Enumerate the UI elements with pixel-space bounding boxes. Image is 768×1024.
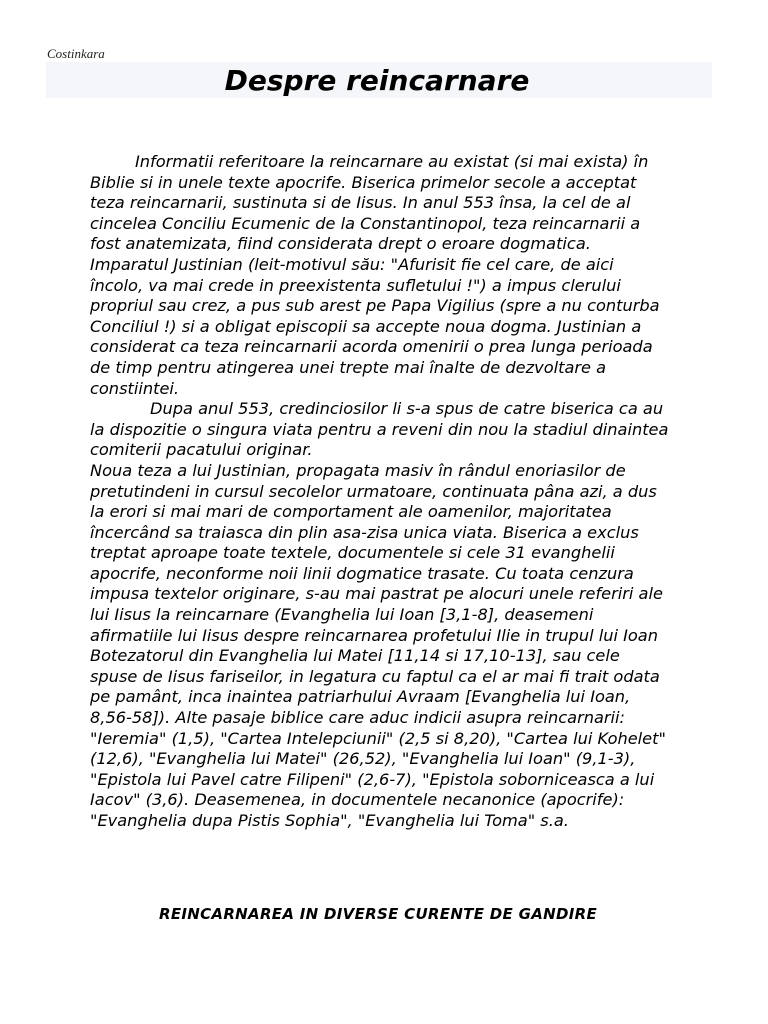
paragraph-1: Informatii referitoare la reincarnare au existat (si mai exista) în Biblie si in unele texte apocrife. Biserica primelor secole a acceptat teza reincarnarii, sustinuta si de Iisus. In anul 553 însa, la cel de al cincelea Conciliu Ecumenic de la Constantinopol, teza reincarnarii a fost anatemizata, fiind considerata drept o eroare dogmatica. Imparatul Justinian (leit-motivul său: "Afurisit fie cel care, de aici încolo, va mai crede in preexistenta sufletului !") a impus clerului propriul sau crez, a pus sub arest pe Papa Vigilius (spre a nu conturba Conciliul !) si a obligat episcopii sa accepte noua dogma. Justinian a considerat ca teza reincarnarii acorda omenirii o prea lunga perioada de timp pentru atingerea unei trepte mai înalte de dezvoltare a constiintei. (90, 152, 660, 398)
paragraph-3: Noua teza a lui Justinian, propagata masiv în rândul enoriasilor de pretutindeni in cursul secolelor urmatoare, continuata pâna azi, a dus la erori si mai mari de comportament ale oamenilor, majoritatea încercând sa traiasca din plin asa-zisa unica viata. Biserica a exclus treptat aproape toate textele, documentele si cele 31 evanghelii apocrife, neconforme noii linii dogmatice trasate. Cu toata cenzura impusa textelor originare, s-au mai pastrat pe alocuri unele referiri ale lui Iisus la reincarnare (Evanghelia lui Ioan [3,1-8], deasemeni afirmatiile lui Iisus despre reincarnarea profetului Ilie in trupul lui Ioan Botezatorul din Evanghelia lui Matei [11,14 si 17,10-13], sau cele spuse de Iisus fariseilor, in legatura cu faptul ca el ar mai fi trait odata pe pamânt, inca inaintea patriarhului Avraam [Evanghelia lui Ioan, 8,56-58]). Alte pasaje biblice care aduc indicii asupra reincarnarii: "Ieremia" (1,5), "Cartea Intelepciunii" (2,5 si 8,20), "Cartea lui Kohelet" (12,6), "Evanghelia lui Matei" (26,52), "Evanghelia lui Ioan" (9,1-3), "Epistola lui Pavel catre Filipeni" (2,6-7), "Epistola soborniceasca a lui Iacov" (3,6). Deasemenea, in documentele necanonice (apocrife): "Evanghelia dupa Pistis Sophia", "Evanghelia lui Toma" s.a. (90, 460, 666, 830)
paragraph-2: Dupa anul 553, credinciosilor li s-a spus de catre biserica ca au la dispozitie o singura viata pentru a reveni din nou la stadiul dinaintea comiterii pacatului originar. (90, 399, 669, 460)
author-name: Costinkara (47, 46, 105, 61)
document-body (90, 152, 670, 832)
section-heading: REINCARNAREA IN DIVERSE CURENTE DE GANDIRE (158, 905, 598, 923)
document-title: Despre reincarnare (224, 64, 530, 97)
